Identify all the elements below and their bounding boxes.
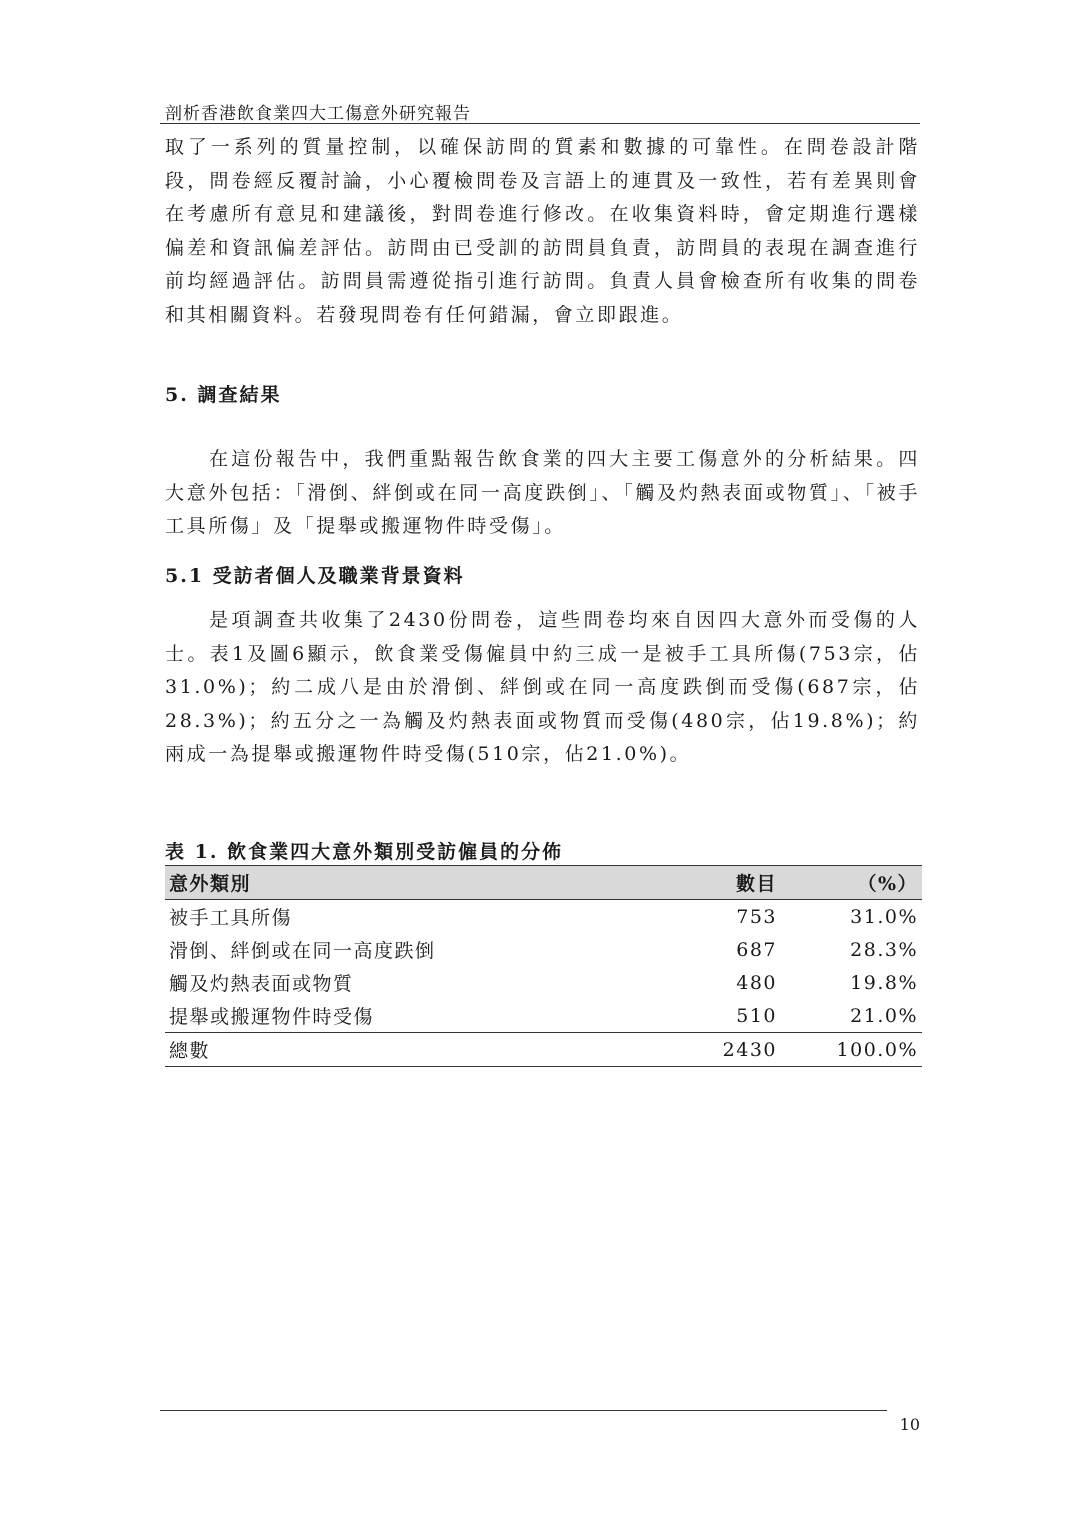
running-header-title: 剖析香港飲食業四大工傷意外研究報告	[165, 104, 471, 124]
header-divider	[160, 123, 920, 124]
row-category: 觸及灼熱表面或物質	[169, 973, 354, 995]
row-count: 480	[736, 971, 777, 994]
section-5-1-paragraph: 是項調查共收集了2430份問卷，這些問卷均來自因四大意外而受傷的人士。表1及圖6顯示，飲食業受傷僱員中約三成一是被手工具所傷(753宗，佔31.0%)；約二成八是由於滑倒、絆倒或在同一高度跌倒而受傷(687宗，佔28.3%)；約五分之一為觸及灼熱表面或物質而受傷(480宗，佔19.8%)；約兩成一為提舉或搬運物件時受傷(510宗，佔21.0%)。	[165, 609, 920, 765]
header-count: 數目	[643, 866, 781, 900]
total-percent: 100.0%	[781, 1033, 922, 1067]
header-category: 意外類別	[165, 866, 643, 900]
row-count: 510	[736, 1004, 777, 1027]
row-count: 753	[736, 905, 777, 928]
row-category: 提舉或搬運物件時受傷	[169, 1006, 375, 1028]
row-percent: 31.0%	[850, 905, 918, 928]
section-5-heading: 5. 調查結果	[165, 384, 282, 406]
page-number: 10	[899, 1415, 920, 1434]
table-row	[165, 966, 922, 999]
row-percent: 21.0%	[850, 1004, 918, 1027]
total-count: 2430	[643, 1033, 781, 1067]
section-5-1-heading: 5.1 受訪者個人及職業背景資料	[165, 565, 465, 587]
row-count: 687	[736, 938, 777, 961]
row-category: 被手工具所傷	[169, 907, 293, 929]
header-percent: （%）	[781, 866, 922, 900]
section-5-paragraph: 在這份報告中，我們重點報告飲食業的四大主要工傷意外的分析結果。四大意外包括：「滑倒、絆倒或在同一高度跌倒」、「觸及灼熱表面或物質」、「被手工具所傷」及「提舉或搬運物件時受傷」。	[165, 448, 920, 537]
table-total-row	[165, 1033, 922, 1067]
intro-paragraph: 取了一系列的質量控制，以確保訪問的質素和數據的可靠性。在問卷設計階段，問卷經反覆討論，小心覆檢問卷及言語上的連貫及一致性，若有差異則會在考慮所有意見和建議後，對問卷進行修改。在收集資料時，會定期進行選樣偏差和資訊偏差評估。訪問由已受訓的訪問員負責，訪問員的表現在調查進行前均經過評估。訪問員需遵從指引進行訪問。負責人員會檢查所有收集的問卷和其相關資料。若發現問卷有任何錯漏，會立即跟進。	[165, 136, 920, 326]
table-header-row	[165, 866, 922, 900]
accident-distribution-table	[165, 865, 922, 1067]
row-category: 滑倒、絆倒或在同一高度跌倒	[169, 940, 436, 962]
table-row	[165, 933, 922, 966]
table-row	[165, 900, 922, 934]
table-1-caption: 表 1. 飲食業四大意外類別受訪僱員的分佈	[165, 841, 564, 863]
table-row	[165, 999, 922, 1033]
total-category: 總數	[165, 1033, 643, 1067]
row-percent: 19.8%	[850, 971, 918, 994]
footer-divider	[160, 1410, 887, 1411]
row-percent: 28.3%	[850, 938, 918, 961]
